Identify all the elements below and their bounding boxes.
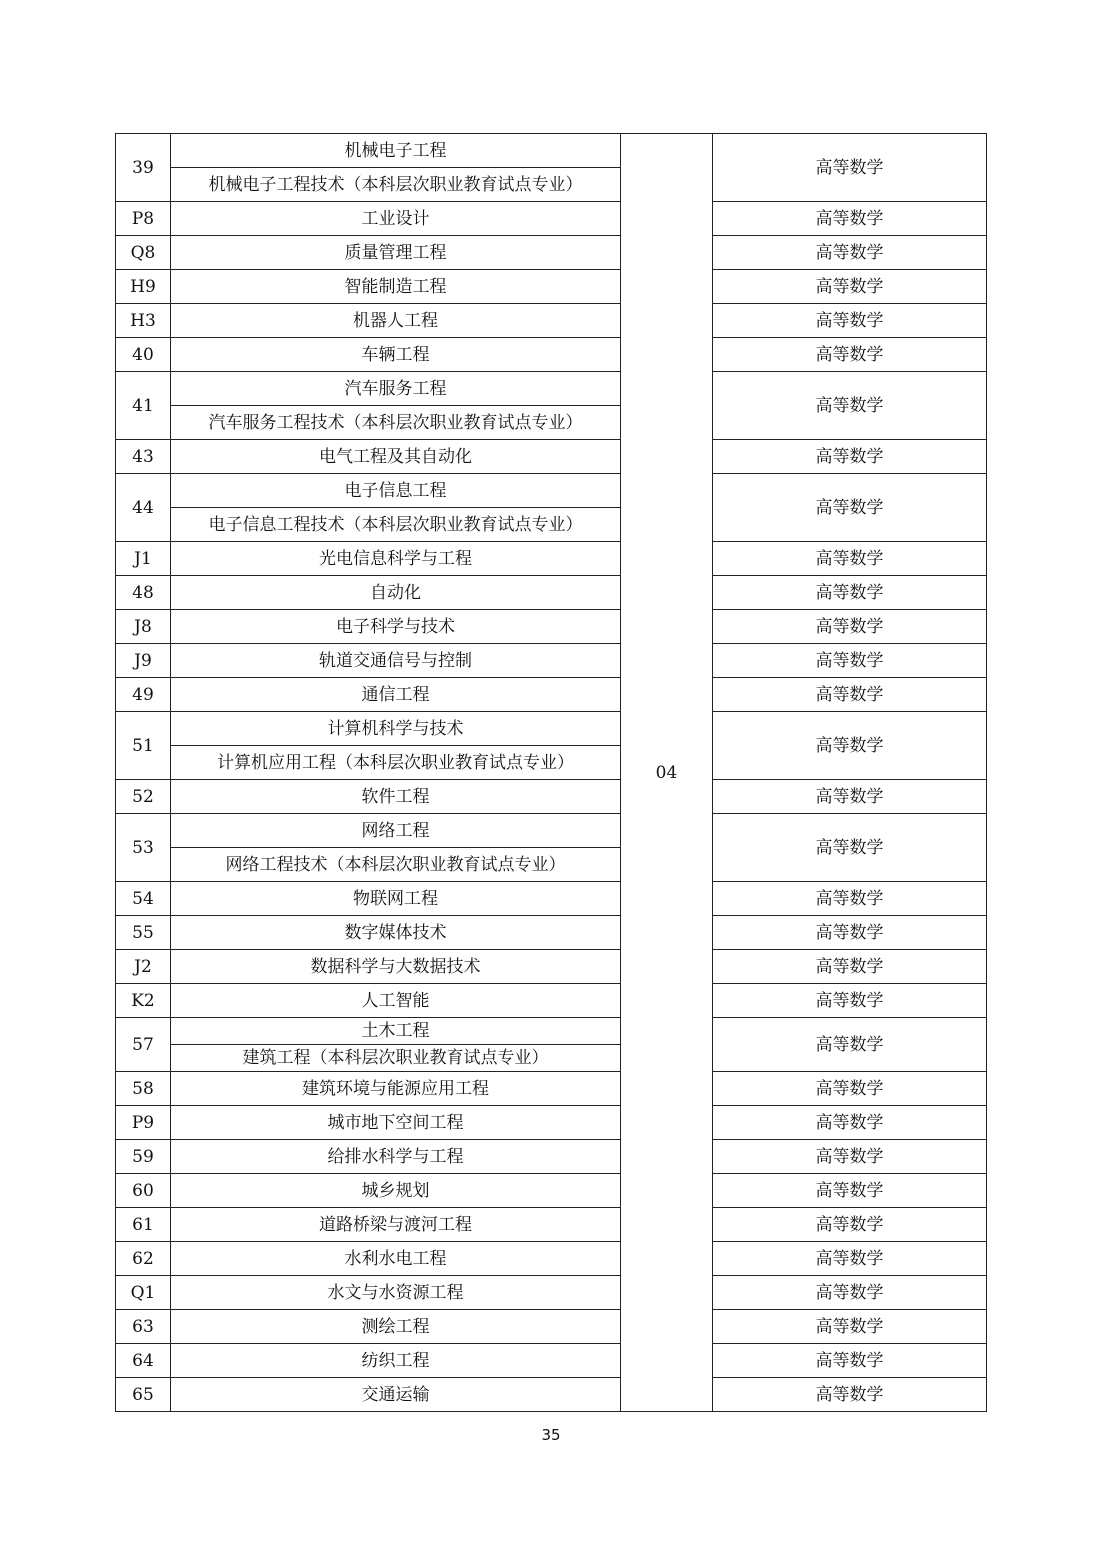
category-code-cell: 04 (621, 134, 713, 1412)
exam-subject-cell: 高等数学 (713, 678, 987, 712)
exam-subject-cell: 高等数学 (713, 950, 987, 984)
table-row (116, 644, 987, 678)
table-row (116, 814, 987, 848)
major-code-cell: Q1 (116, 1276, 171, 1310)
exam-subject-cell: 高等数学 (713, 780, 987, 814)
major-code-cell: 51 (116, 712, 171, 780)
exam-subject-cell: 高等数学 (713, 542, 987, 576)
major-code-cell: 62 (116, 1242, 171, 1276)
exam-subject-cell: 高等数学 (713, 1242, 987, 1276)
table-row (116, 1310, 987, 1344)
major-code-cell: 49 (116, 678, 171, 712)
major-code-cell: J1 (116, 542, 171, 576)
exam-subject-cell: 高等数学 (713, 1106, 987, 1140)
page-number: 35 (541, 1426, 561, 1444)
major-name-cell: 水利水电工程 (171, 1242, 621, 1276)
major-name-cell: 城乡规划 (171, 1174, 621, 1208)
major-name-cell: 纺织工程 (171, 1344, 621, 1378)
exam-subject-cell: 高等数学 (713, 882, 987, 916)
table-row (116, 1072, 987, 1106)
major-name-cell: 网络工程技术（本科层次职业教育试点专业） (171, 848, 621, 882)
major-name-cell: 质量管理工程 (171, 236, 621, 270)
major-name-cell: 道路桥梁与渡河工程 (171, 1208, 621, 1242)
table-row (116, 304, 987, 338)
table-row (116, 338, 987, 372)
table-row (116, 1276, 987, 1310)
major-name-cell: 电子信息工程 (171, 474, 621, 508)
exam-subject-cell: 高等数学 (713, 372, 987, 440)
major-name-cell: 智能制造工程 (171, 270, 621, 304)
major-code-cell: 63 (116, 1310, 171, 1344)
table-row (116, 474, 987, 508)
exam-subject-cell: 高等数学 (713, 814, 987, 882)
table-row (116, 1140, 987, 1174)
exam-subject-cell: 高等数学 (713, 984, 987, 1018)
major-name-cell: 城市地下空间工程 (171, 1106, 621, 1140)
table-row (116, 678, 987, 712)
major-code-cell: 65 (116, 1378, 171, 1412)
table-row (116, 950, 987, 984)
major-code-cell: 55 (116, 916, 171, 950)
major-name-cell: 轨道交通信号与控制 (171, 644, 621, 678)
major-name-cell: 汽车服务工程技术（本科层次职业教育试点专业） (171, 406, 621, 440)
exam-subject-cell: 高等数学 (713, 1072, 987, 1106)
major-code-cell: 40 (116, 338, 171, 372)
table-row (116, 1344, 987, 1378)
major-name-cell: 软件工程 (171, 780, 621, 814)
table-row (116, 134, 987, 168)
major-code-cell: 39 (116, 134, 171, 202)
major-code-cell: 60 (116, 1174, 171, 1208)
major-name-cell: 机械电子工程技术（本科层次职业教育试点专业） (171, 168, 621, 202)
exam-subject-cell: 高等数学 (713, 1310, 987, 1344)
table-row (116, 576, 987, 610)
exam-subject-cell: 高等数学 (713, 1174, 987, 1208)
exam-subject-cell: 高等数学 (713, 644, 987, 678)
major-code-cell: J9 (116, 644, 171, 678)
table-row (116, 780, 987, 814)
major-name-cell: 数字媒体技术 (171, 916, 621, 950)
major-code-cell: J2 (116, 950, 171, 984)
exam-subject-cell: 高等数学 (713, 270, 987, 304)
exam-subject-cell: 高等数学 (713, 338, 987, 372)
major-name-cell: 机械电子工程 (171, 134, 621, 168)
major-name-cell: 自动化 (171, 576, 621, 610)
table-row (116, 372, 987, 406)
major-name-cell: 数据科学与大数据技术 (171, 950, 621, 984)
exam-subject-cell: 高等数学 (713, 1378, 987, 1412)
major-name-cell: 测绘工程 (171, 1310, 621, 1344)
table-row (116, 440, 987, 474)
major-name-cell: 汽车服务工程 (171, 372, 621, 406)
exam-subject-cell: 高等数学 (713, 576, 987, 610)
major-code-cell: 57 (116, 1018, 171, 1072)
table-row (116, 542, 987, 576)
major-name-cell: 网络工程 (171, 814, 621, 848)
major-code-cell: 64 (116, 1344, 171, 1378)
major-name-cell: 电子信息工程技术（本科层次职业教育试点专业） (171, 508, 621, 542)
majors-table (115, 133, 987, 1412)
major-name-cell: 水文与水资源工程 (171, 1276, 621, 1310)
major-code-cell: K2 (116, 984, 171, 1018)
major-code-cell: 61 (116, 1208, 171, 1242)
major-name-cell: 计算机科学与技术 (171, 712, 621, 746)
major-name-cell: 人工智能 (171, 984, 621, 1018)
table-row (116, 1018, 987, 1045)
major-code-cell: 41 (116, 372, 171, 440)
exam-subject-cell: 高等数学 (713, 916, 987, 950)
table-row (116, 712, 987, 746)
exam-subject-cell: 高等数学 (713, 1344, 987, 1378)
major-name-cell: 交通运输 (171, 1378, 621, 1412)
exam-subject-cell: 高等数学 (713, 202, 987, 236)
major-code-cell: 59 (116, 1140, 171, 1174)
major-code-cell: 44 (116, 474, 171, 542)
major-code-cell: 54 (116, 882, 171, 916)
major-code-cell: 48 (116, 576, 171, 610)
table-row (116, 1378, 987, 1412)
major-name-cell: 车辆工程 (171, 338, 621, 372)
majors-table-body (116, 134, 987, 1412)
exam-subject-cell: 高等数学 (713, 1018, 987, 1072)
exam-subject-cell: 高等数学 (713, 304, 987, 338)
major-code-cell: P8 (116, 202, 171, 236)
exam-subject-cell: 高等数学 (713, 134, 987, 202)
exam-subject-cell: 高等数学 (713, 236, 987, 270)
major-name-cell: 电子科学与技术 (171, 610, 621, 644)
exam-subject-cell: 高等数学 (713, 1276, 987, 1310)
major-name-cell: 建筑工程（本科层次职业教育试点专业） (171, 1045, 621, 1072)
exam-subject-cell: 高等数学 (713, 712, 987, 780)
exam-subject-cell: 高等数学 (713, 474, 987, 542)
major-name-cell: 土木工程 (171, 1018, 621, 1045)
major-code-cell: H3 (116, 304, 171, 338)
table-row (116, 882, 987, 916)
major-code-cell: 58 (116, 1072, 171, 1106)
major-name-cell: 建筑环境与能源应用工程 (171, 1072, 621, 1106)
table-row (116, 1242, 987, 1276)
major-name-cell: 给排水科学与工程 (171, 1140, 621, 1174)
major-name-cell: 通信工程 (171, 678, 621, 712)
table-row (116, 1106, 987, 1140)
exam-subject-cell: 高等数学 (713, 1140, 987, 1174)
table-row (116, 202, 987, 236)
table-row (116, 1208, 987, 1242)
table-row (116, 1174, 987, 1208)
major-code-cell: 43 (116, 440, 171, 474)
exam-subject-cell: 高等数学 (713, 610, 987, 644)
major-code-cell: H9 (116, 270, 171, 304)
table-row (116, 984, 987, 1018)
exam-subject-cell: 高等数学 (713, 1208, 987, 1242)
table-row (116, 270, 987, 304)
table-row (116, 610, 987, 644)
exam-subject-cell: 高等数学 (713, 440, 987, 474)
major-name-cell: 光电信息科学与工程 (171, 542, 621, 576)
major-code-cell: J8 (116, 610, 171, 644)
table-row (116, 916, 987, 950)
major-name-cell: 工业设计 (171, 202, 621, 236)
major-code-cell: 52 (116, 780, 171, 814)
major-name-cell: 物联网工程 (171, 882, 621, 916)
major-code-cell: P9 (116, 1106, 171, 1140)
major-name-cell: 电气工程及其自动化 (171, 440, 621, 474)
major-code-cell: Q8 (116, 236, 171, 270)
major-name-cell: 计算机应用工程（本科层次职业教育试点专业） (171, 746, 621, 780)
table-row (116, 236, 987, 270)
major-code-cell: 53 (116, 814, 171, 882)
major-name-cell: 机器人工程 (171, 304, 621, 338)
